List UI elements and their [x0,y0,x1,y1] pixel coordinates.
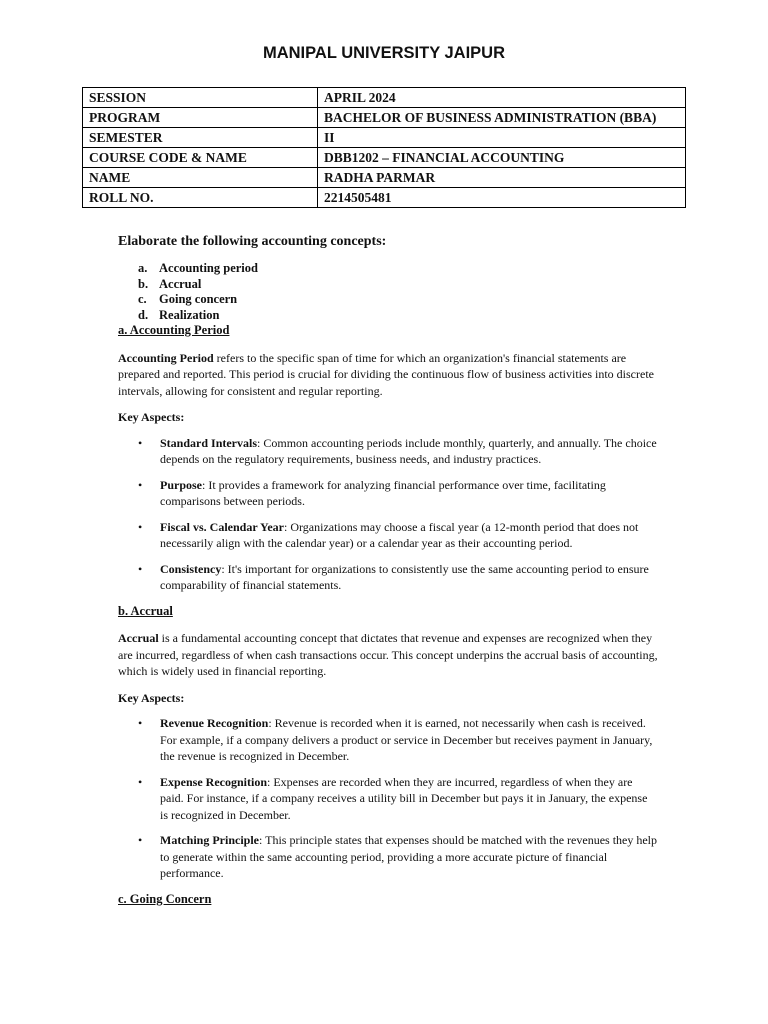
course-label: COURSE CODE & NAME [83,148,318,168]
student-info-table [82,87,686,208]
bullet-text: : This principle states that expenses should be matched with the revenues they help to generate within the same accounting period, providing a more accurate picture of financial performance. [160,833,658,880]
bullet-list [118,715,658,882]
bullet-icon: • [138,519,143,534]
list-item [118,561,658,594]
list-item [138,277,258,293]
roll-value: 2214505481 [318,188,686,208]
bullet-term: Standard Intervals [160,435,258,450]
bullet-term: Revenue Recognition [160,716,269,730]
list-item-text: Realization [159,307,220,322]
bullet-text: : Expenses are recorded when they are incurred, regardless of when they are paid. For instance, if a company receives a utility bill in December but pays it in January, the expense is recognized in December. [160,774,648,822]
list-item [118,435,658,468]
list-item-text: Accrual [159,276,202,291]
session-value: APRIL 2024 [318,88,686,108]
list-item [118,519,658,552]
bullet-text: : Revenue is recorded when it is earned, not necessarily when cash is received. For example, if a company delivers a product or service in December but receives payment in January, the revenue is recognized in December. [160,716,653,763]
section-heading-going-concern: c. Going Concern [118,891,212,906]
bullet-term: Fiscal vs. Calendar Year [160,519,284,534]
key-aspects-label: Key Aspects: [118,410,185,424]
list-marker: a. [138,261,148,275]
bullet-icon: • [138,561,143,576]
name-value: RADHA PARMAR [318,168,686,188]
bullet-icon: • [138,774,143,789]
list-item-text: Accounting period [159,261,258,275]
semester-value: II [318,128,686,148]
intro-text: refers to the specific span of time for which an organization's financial statements are prepared and reported. This period is crucial for dividing the continuous flow of business activities into discrete intervals, allowing for consistent and regular reporting. [118,350,654,398]
intro-term: Accounting Period [118,350,214,365]
table-row [83,108,686,128]
section-intro [118,630,658,680]
bullet-icon: • [138,477,143,492]
concept-list [138,261,258,323]
bullet-icon: • [138,716,143,730]
page-title: MANIPAL UNIVERSITY JAIPUR [262,44,506,62]
table-row [83,168,686,188]
section-heading-accrual: b. Accrual [118,603,173,618]
table-row [83,148,686,168]
bullet-text: : It provides a framework for analyzing financial performance over time, facilitating comparisons between periods. [160,477,606,508]
list-marker: b. [138,276,149,291]
section-intro [118,350,658,400]
bullet-text: : It's important for organizations to consistently use the same accounting period to ensure comparability of financial statements. [160,561,649,592]
bullet-text: : Common accounting periods include monthly, quarterly, and annually. The choice depends on the regulatory requirements, business needs, and industry practices. [160,435,657,466]
list-item [118,715,658,765]
bullet-term: Consistency [160,561,222,576]
list-marker: d. [138,307,149,322]
bullet-icon: • [138,435,143,450]
roll-label: ROLL NO. [83,188,318,208]
bullet-term: Matching Principle [160,833,259,847]
question-prompt: Elaborate the following accounting concepts: [118,234,387,249]
name-label: NAME [83,168,318,188]
list-item [118,477,658,510]
session-label: SESSION [83,88,318,108]
list-item [118,832,658,882]
intro-term: Accrual [118,631,159,645]
bullet-icon: • [138,833,143,847]
semester-label: SEMESTER [83,128,318,148]
course-value: DBB1202 – FINANCIAL ACCOUNTING [318,148,686,168]
bullet-text: : Organizations may choose a fiscal year (a 12-month period that does not necessarily align with the calendar year) or a calendar year as their accounting period. [160,519,639,550]
list-item [138,308,258,324]
table-row [83,188,686,208]
list-item-text: Going concern [159,292,238,306]
bullet-term: Expense Recognition [160,774,268,789]
section-heading-accounting-period: a. Accounting Period [118,323,230,337]
list-item [138,292,258,308]
program-label: PROGRAM [83,108,318,128]
list-item [118,774,658,824]
document-body [118,322,658,907]
key-aspects-label: Key Aspects: [118,690,185,705]
table-row [83,128,686,148]
list-marker: c. [138,292,147,306]
bullet-list [118,435,658,594]
table-row [83,88,686,108]
program-value: BACHELOR OF BUSINESS ADMINISTRATION (BBA) [318,108,686,128]
list-item [138,261,258,277]
intro-text: is a fundamental accounting concept that dictates that revenue and expenses are recognized when they are incurred, regardless of when cash transactions occur. This concept underpins the accrual basis of accounting, which is widely used in financial reporting. [118,631,658,678]
bullet-term: Purpose [160,477,202,492]
